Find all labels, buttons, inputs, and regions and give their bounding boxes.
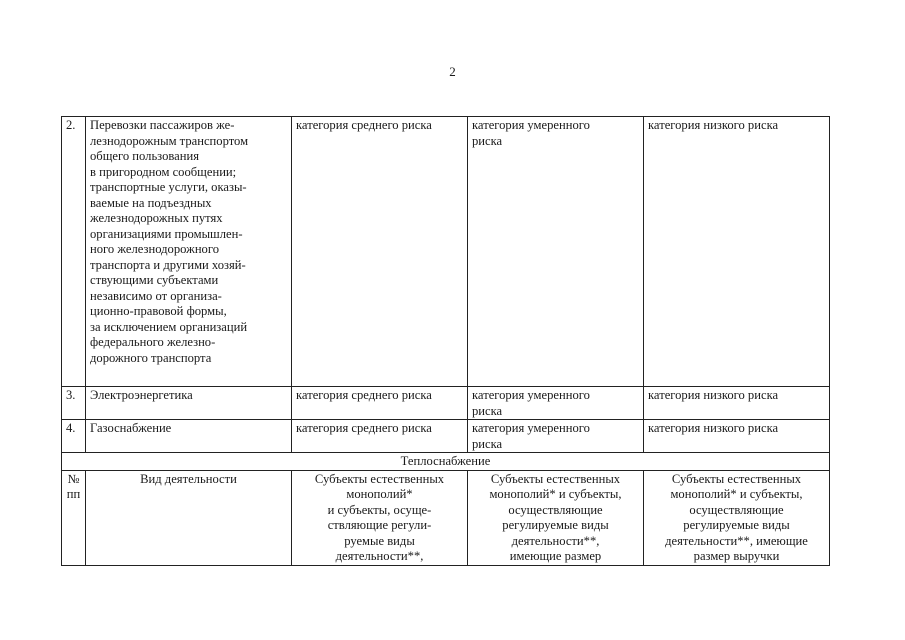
row-number: 4. — [62, 420, 86, 453]
risk-category-cell: категория среднего риска — [292, 420, 468, 453]
header-number: № пп — [62, 470, 86, 565]
header-row — [62, 470, 830, 565]
activity-cell: Перевозки пассажиров же- лезнодорожным транспортом общего пользования в пригородном сообщении; транспортные услуги, оказы- ваемые на подъездных железнодорожных путях организациями промышлен- ного железнодорожного транспорта и другими хозяй- ствующими субъектами независимо от организа- ционно-правовой формы, за исключением организаций федерального железно- дорожного транспорта — [86, 117, 292, 387]
table-row — [62, 117, 830, 387]
risk-category-cell: категория среднего риска — [292, 387, 468, 420]
risk-category-cell: категория низкого риска — [644, 420, 830, 453]
risk-category-cell: категория низкого риска — [644, 117, 830, 387]
header-column: Субъекты естественных монополий* и субъекты, осуществляющие регулируемые виды деятельности**, имеющие размер выручки — [644, 470, 830, 565]
risk-category-cell: категория умеренного риска — [468, 387, 644, 420]
section-row — [62, 453, 830, 471]
risk-category-cell: категория среднего риска — [292, 117, 468, 387]
activity-cell: Электроэнергетика — [86, 387, 292, 420]
risk-category-table — [61, 116, 830, 566]
table-row — [62, 420, 830, 453]
row-number: 3. — [62, 387, 86, 420]
risk-category-cell: категория низкого риска — [644, 387, 830, 420]
header-column: Субъекты естественных монополий* и субъекты, осуще- ствляющие регули- руемые виды деятельности**, — [292, 470, 468, 565]
risk-category-cell: категория умеренного риска — [468, 420, 644, 453]
risk-category-cell: категория умеренного риска — [468, 117, 644, 387]
activity-cell: Газоснабжение — [86, 420, 292, 453]
header-activity: Вид деятельности — [86, 470, 292, 565]
section-title: Теплоснабжение — [62, 453, 830, 471]
page-number: 2 — [449, 64, 456, 79]
row-number: 2. — [62, 117, 86, 387]
header-column: Субъекты естественных монополий* и субъекты, осуществляющие регулируемые виды деятельности**, имеющие размер — [468, 470, 644, 565]
table-row — [62, 387, 830, 420]
